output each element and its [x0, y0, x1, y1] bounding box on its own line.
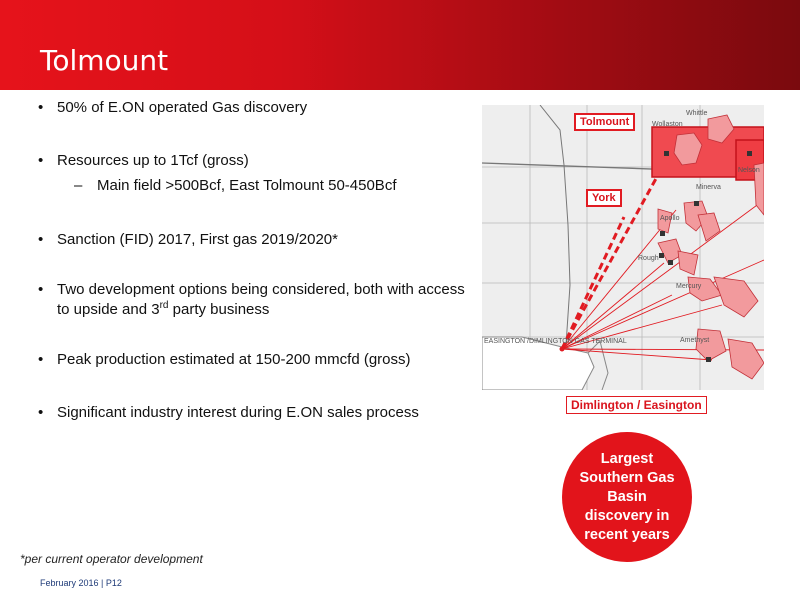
bullet-text: Significant industry interest during E.ON sales process	[57, 404, 419, 421]
sub-bullet-dash: –	[74, 177, 83, 194]
field-location-map	[482, 105, 764, 390]
bullet-dot: •	[38, 99, 44, 116]
bullet-text-part: party business	[168, 301, 270, 318]
mercury-small-label: Mercury	[676, 283, 702, 290]
bullet-dot: •	[38, 281, 44, 298]
bullet-text-development	[57, 280, 467, 320]
sub-bullet-text: Main field >500Bcf, East Tolmount 50-450Bcf	[97, 177, 397, 194]
bullet-dot: •	[38, 404, 44, 421]
title-bar	[0, 0, 800, 90]
tolmount-map-label: Tolmount	[574, 113, 635, 131]
bullet-text: Sanction (FID) 2017, First gas 2019/2020*	[57, 231, 338, 248]
discovery-callout	[562, 432, 692, 562]
terminal-small-label: EASINGTON /DIMLINGTON GAS TERMINAL	[484, 338, 627, 345]
york-map-label: York	[586, 189, 622, 207]
bullet-text: Peak production estimated at 150-200 mmcfd (gross)	[57, 351, 411, 368]
bullet-text-part: Two development options being considered, both with access to upside and 3	[57, 281, 465, 318]
rough-small-label: Rough	[638, 255, 659, 262]
nelson-small-label: Nelson	[738, 167, 760, 174]
superscript: rd	[159, 300, 169, 311]
wollaston-small-label: Wollaston	[652, 121, 683, 128]
callout-line: Southern Gas	[579, 469, 675, 486]
dimlington-easington-label: Dimlington / Easington	[566, 396, 707, 414]
bullet-dot: •	[38, 351, 44, 368]
page-title: Tolmount	[40, 44, 169, 77]
minerva-small-label: Minerva	[696, 184, 721, 191]
footer-date-page: February 2016 | P12	[40, 578, 122, 588]
callout-line: discovery in	[584, 507, 670, 524]
bullet-text: 50% of E.ON operated Gas discovery	[57, 99, 308, 116]
callout-line: Largest	[600, 450, 654, 467]
bullet-text: Resources up to 1Tcf (gross)	[57, 152, 249, 169]
whittle-small-label: Whittle	[686, 110, 708, 117]
map-graphic	[482, 105, 764, 390]
footnote: *per current operator development	[20, 552, 203, 566]
callout-line: recent years	[584, 526, 670, 543]
callout-line: Basin	[607, 488, 647, 505]
amethyst-small-label: Amethyst	[680, 337, 710, 344]
bullet-dot: •	[38, 152, 44, 169]
apollo-small-label: Apollo	[660, 215, 680, 222]
bullet-dot: •	[38, 231, 44, 248]
